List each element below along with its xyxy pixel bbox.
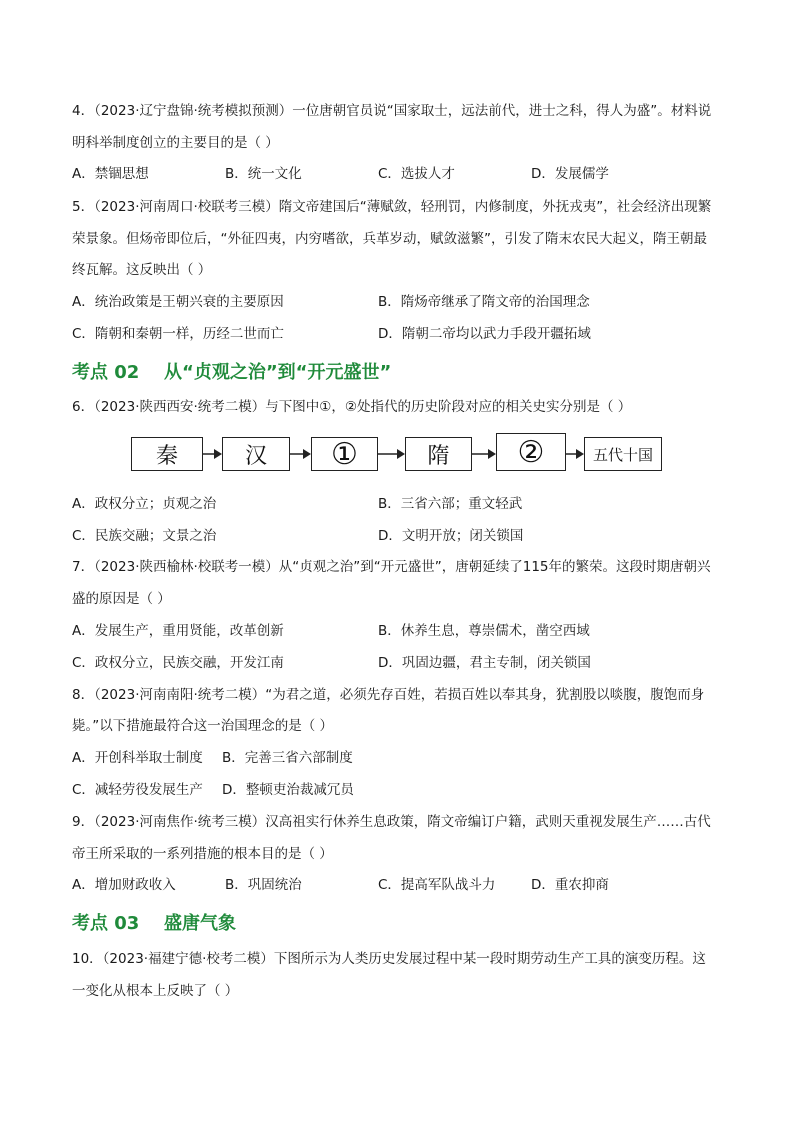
q8-option-d: D．整顿吏治裁减冗员 [222,782,354,798]
q6-option-b: B．三省六部；重文轻武 [378,496,523,512]
q4-option-d: D．发展儒学 [531,166,609,182]
q5-option-c: C．隋朝和秦朝一样，历经二世而亡 [72,326,284,342]
q6-option-c: C．民族交融；文景之治 [72,528,217,544]
arrow-right-icon [290,447,311,461]
q4-option-c: C．选拔人才 [378,166,455,182]
diagram-box-blank-1: ① [311,437,378,471]
q5-stem-line2: 荣景象。但炀帝即位后，“外征四夷，内穷嗜欲，兵革岁动，赋敛滋繁”，引发了隋末农民大起义，隋王朝最 [72,231,707,247]
q10-stem-line2: 一变化从根本上反映了（ ） [72,983,239,999]
section-heading-02 [72,358,391,384]
q8-option-a: A．开创科举取士制度 [72,750,203,766]
arrow-right-icon [566,447,584,461]
q4-option-b: B．统一文化 [225,166,302,182]
section-title: 从“贞观之治”到“开元盛世” [164,362,392,383]
diagram-box-han: 汉 [222,437,290,471]
q7-option-d: D．巩固边疆，君主专制，闭关锁国 [378,655,591,671]
q7-stem-line2: 盛的原因是（ ） [72,591,171,607]
q5-option-a: A．统治政策是王朝兴衰的主要原因 [72,294,284,310]
q8-stem-line1: 8．（2023·河南南阳·统考二模）“为君之道，必须先存百姓，若损百姓以奉其身，犹割股以啖腹，腹饱而身 [72,687,705,703]
q9-stem-line2: 帝王所采取的一系列措施的根本目的是（ ） [72,846,333,862]
q4-stem-line2: 明科举制度创立的主要目的是（ ） [72,135,279,151]
diagram-box-qin: 秦 [131,437,203,471]
q7-stem-line1: 7．（2023·陕西榆林·校联考一模）从“贞观之治”到“开元盛世”，唐朝延续了115年的繁荣。这段时期唐朝兴 [72,559,711,575]
q4-stem-line1: 4．（2023·辽宁盘锦·统考模拟预测）一位唐朝官员说“国家取士，远法前代，进士之科，得人为盛”。材料说 [72,103,712,119]
q6-option-a: A．政权分立；贞观之治 [72,496,217,512]
q9-stem-line1: 9．（2023·河南焦作·统考三模）汉高祖实行休养生息政策，隋文帝编订户籍，武则天重视发展生产……古代 [72,814,711,830]
q9-option-d: D．重农抑商 [531,877,609,893]
diagram-box-blank-2: ② [496,433,566,471]
section-heading-03 [72,909,236,935]
q6-stem-line1: 6．（2023·陕西西安·统考二模）与下图中①，②处指代的历史阶段对应的相关史实分别是（ ） [72,399,632,415]
section-title: 盛唐气象 [164,913,236,934]
q5-stem-line1: 5．（2023·河南周口·校联考三模）隋文帝建国后“薄赋敛，轻刑罚，内修制度，外抚戎夷”，社会经济出现繁 [72,199,712,215]
diagram-box-five-dynasties: 五代十国 [584,437,662,471]
q8-option-b: B．完善三省六部制度 [222,750,353,766]
q9-option-b: B．巩固统治 [225,877,302,893]
q7-option-b: B．休养生息，尊崇儒术，凿空西域 [378,623,590,639]
arrow-right-icon [472,447,496,461]
section-number: 考点 03 [72,913,140,934]
diagram-box-sui: 隋 [405,437,472,471]
q5-stem-line3: 终瓦解。这反映出（ ） [72,262,212,278]
q10-stem-line1: 10．（2023·福建宁德·校考二模）下图所示为人类历史发展过程中某一段时期劳动生产工具的演变历程。这 [72,951,706,967]
section-number: 考点 02 [72,362,140,383]
q7-option-a: A．发展生产，重用贤能，改革创新 [72,623,284,639]
q5-option-d: D．隋朝二帝均以武力手段开疆拓域 [378,326,591,342]
q8-stem-line2: 毙。”以下措施最符合这一治国理念的是（ ） [72,718,334,734]
q9-option-a: A．增加财政收入 [72,877,176,893]
q5-option-b: B．隋炀帝继承了隋文帝的治国理念 [378,294,590,310]
arrow-right-icon [378,447,405,461]
q9-option-c: C．提高军队战斗力 [378,877,496,893]
q4-option-a: A．禁锢思想 [72,166,149,182]
q8-option-c: C．减轻劳役发展生产 [72,782,203,798]
q7-option-c: C．政权分立，民族交融，开发江南 [72,655,284,671]
q6-option-d: D．文明开放；闭关锁国 [378,528,524,544]
arrow-right-icon [203,447,222,461]
